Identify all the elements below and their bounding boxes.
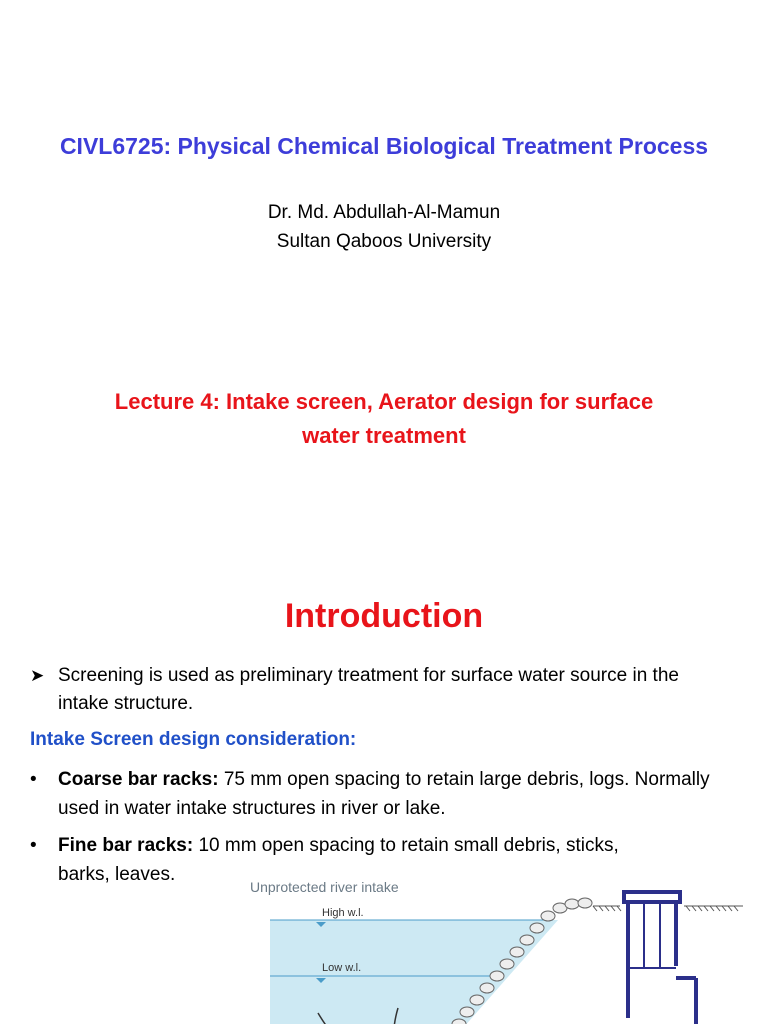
- lecture-title-line-2: water treatment: [302, 423, 466, 448]
- lecture-title: [0, 385, 768, 453]
- author-name: Dr. Md. Abdullah-Al-Mamun: [267, 202, 501, 223]
- bullet-dot-icon: •: [30, 835, 37, 856]
- coarse-text: 75 mm open spacing to retain large debris, logs. Normally used in water intake structures in river or lake.: [58, 769, 710, 819]
- bullet-coarse-bar-racks: [30, 765, 745, 823]
- arrow-bullet-item: [30, 662, 730, 718]
- author-university: Sultan Qaboos University: [276, 231, 492, 252]
- ground-hatch-right: [686, 906, 738, 911]
- diagram-caption: Unprotected river intake: [250, 879, 399, 895]
- section-subheading: Intake Screen design consideration:: [30, 729, 357, 750]
- bullet-dot-icon: •: [30, 769, 37, 790]
- fine-text-line-2: barks, leaves.: [58, 864, 176, 885]
- water-body: [270, 920, 558, 1024]
- slide-heading: Introduction: [284, 597, 484, 635]
- arrow-bullet-text: Screening is used as preliminary treatment for surface water source in the intake structure.: [58, 665, 679, 714]
- coarse-label: Coarse bar racks:: [58, 769, 219, 790]
- lecture-title-line-1: Lecture 4: Intake screen, Aerator design for surface: [114, 389, 654, 414]
- fine-label: Fine bar racks:: [58, 835, 194, 856]
- river-intake-diagram: [248, 878, 748, 1024]
- introduction-slide: [0, 545, 768, 1024]
- intake-tower: [624, 892, 696, 1024]
- ground-hatch: [593, 906, 621, 911]
- course-title: CIVL6725: Physical Chemical Biological Treatment Process: [59, 133, 709, 159]
- low-wl-label: Low w.l.: [322, 962, 362, 974]
- high-wl-label: High w.l.: [322, 907, 364, 919]
- arrow-bullet-icon: ➤: [30, 666, 45, 685]
- fine-text-line-1: 10 mm open spacing to retain small debris, sticks,: [193, 835, 619, 856]
